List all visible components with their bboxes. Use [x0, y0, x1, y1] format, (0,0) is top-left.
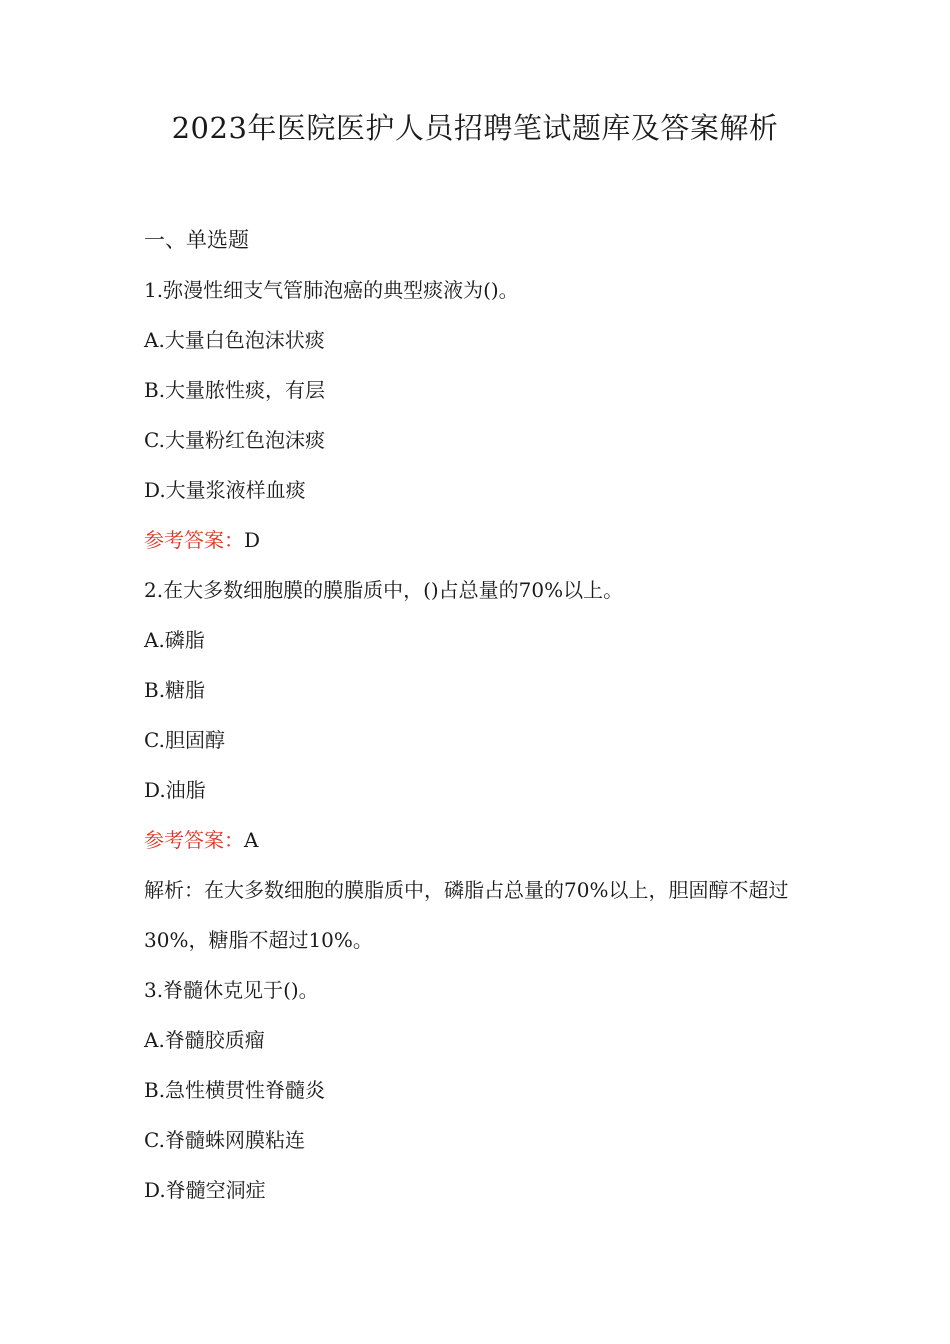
option-d: D.大量浆液样血痰 — [144, 478, 306, 502]
option-d: D.脊髓空洞症 — [144, 1178, 266, 1202]
option-b: B.糖脂 — [144, 678, 206, 702]
answer-line — [144, 815, 816, 865]
answer-value: D — [244, 528, 261, 552]
option-a: A.大量白色泡沫状痰 — [144, 328, 325, 352]
option-b: B.急性横贯性脊髓炎 — [144, 1078, 326, 1102]
section-heading: 一、单选题 — [144, 228, 249, 252]
answer-label: 参考答案： — [144, 828, 244, 852]
answer-line — [144, 515, 816, 565]
option-a: A.脊髓胶质瘤 — [144, 1028, 265, 1052]
answer-value: A — [244, 828, 259, 852]
question-stem: 3.脊髓休克见于()。 — [144, 978, 319, 1002]
question-stem: 2.在大多数细胞膜的膜脂质中，()占总量的70%以上。 — [144, 578, 624, 602]
document-body — [144, 215, 816, 1215]
option-c: C.胆固醇 — [144, 728, 225, 752]
question-3 — [144, 965, 816, 1215]
document-title: 2023年医院医护人员招聘笔试题库及答案解析 — [171, 111, 779, 145]
explanation: 解析：在大多数细胞的膜脂质中，磷脂占总量的70%以上，胆固醇不超过30%，糖脂不超过10%。 — [144, 878, 789, 952]
question-stem: 1.弥漫性细支气管肺泡癌的典型痰液为()。 — [144, 278, 519, 302]
option-c: C.脊髓蛛网膜粘连 — [144, 1128, 305, 1152]
question-2 — [144, 565, 816, 965]
question-1 — [144, 265, 816, 565]
option-d: D.油脂 — [144, 778, 206, 802]
option-c: C.大量粉红色泡沫痰 — [144, 428, 325, 452]
option-b: B.大量脓性痰，有层 — [144, 378, 326, 402]
option-a: A.磷脂 — [144, 628, 205, 652]
answer-label: 参考答案： — [144, 528, 244, 552]
